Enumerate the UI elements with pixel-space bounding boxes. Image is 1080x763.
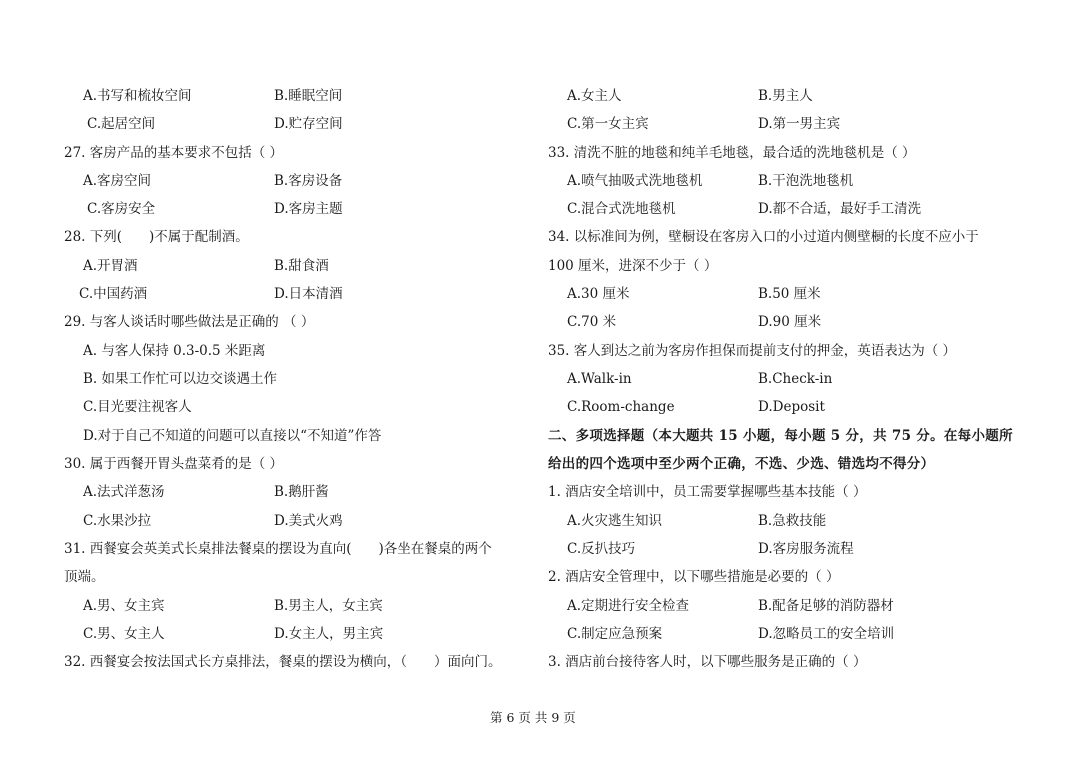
option-text: C.混合式洗地毯机: [567, 201, 676, 217]
option-text: A. 与客人保持 0.3-0.5 米距离: [83, 343, 266, 359]
multi-question-3: 3. 酒店前台接待客人时，以下哪些服务是正确的（ ）: [548, 654, 867, 670]
option-text: B. 如果工作忙可以边交谈遇土作: [83, 371, 278, 387]
option-text: D.90 厘米: [758, 314, 822, 330]
question-31-continued: 顶端。: [64, 569, 105, 585]
multi-question-2: 2. 酒店安全管理中，以下哪些措施是必要的（ ）: [548, 569, 840, 585]
option-text: A.书写和梳妆空间: [83, 88, 192, 104]
option-text: C.制定应急预案: [567, 626, 663, 642]
option-text: B.干泡洗地毯机: [758, 173, 854, 189]
option-text: A.定期进行安全检查: [567, 598, 690, 614]
option-text: A.男、女主宾: [83, 598, 165, 614]
option-text: D.女主人，男主宾: [274, 626, 384, 642]
option-text: A.女主人: [567, 88, 622, 104]
section-heading-continued: 给出的四个选项中至少两个正确，不选、少选、错选均不得分）: [548, 456, 935, 472]
question-29: 29. 与客人谈话时哪些做法是正确的 （ ）: [64, 314, 315, 330]
option-text: D.客房服务流程: [758, 541, 854, 557]
option-text: D.贮存空间: [274, 116, 343, 132]
option-text: A.法式洋葱汤: [83, 484, 165, 500]
option-text: A.客房空间: [83, 173, 152, 189]
multi-question-1: 1. 酒店安全培训中，员工需要掌握哪些基本技能（ ）: [548, 484, 867, 500]
question-27: 27. 客房产品的基本要求不包括（ ）: [64, 145, 284, 161]
option-text: B.急救技能: [758, 513, 827, 529]
option-text: B.配备足够的消防器材: [758, 598, 894, 614]
option-text: C.Room-change: [567, 399, 675, 415]
option-text: A.30 厘米: [567, 286, 630, 302]
option-text: A.开胃酒: [83, 258, 138, 274]
option-text: D.客房主题: [274, 201, 343, 217]
option-text: B.客房设备: [274, 173, 343, 189]
option-text: C.目光要注视客人: [83, 399, 192, 415]
option-text: D.Deposit: [758, 399, 825, 415]
question-31: 31. 西餐宴会英美式长桌排法餐桌的摆设为直向( )各坐在餐桌的两个: [64, 541, 492, 557]
question-34: 34. 以标准间为例，壁橱设在客房入口的小过道内侧壁橱的长度不应小于: [548, 229, 979, 245]
option-text: C.起居空间: [87, 116, 156, 132]
option-text: B.男主人，女主宾: [274, 598, 383, 614]
option-text: A.喷气抽吸式洗地毯机: [567, 173, 703, 189]
option-text: B.男主人: [758, 88, 813, 104]
option-text: D.美式火鸡: [274, 513, 343, 529]
question-35: 35. 客人到达之前为客房作担保而提前支付的押金，英语表达为（ ）: [548, 343, 957, 359]
option-text: C.中国药酒: [79, 286, 148, 302]
option-text: C.反扒技巧: [567, 541, 636, 557]
question-34-continued: 100 厘米，进深不少于（ ）: [548, 258, 718, 274]
option-text: D.都不合适，最好手工清洗: [758, 201, 922, 217]
option-text: B.甜食酒: [274, 258, 329, 274]
option-text: C.第一女主宾: [567, 116, 649, 132]
option-text: D.忽略员工的安全培训: [758, 626, 895, 642]
option-text: B.睡眠空间: [274, 88, 343, 104]
question-30: 30. 属于西餐开胃头盘菜肴的是（ ）: [64, 456, 284, 472]
option-text: C.客房安全: [87, 201, 156, 217]
option-text: B.Check-in: [758, 371, 833, 387]
page-number: 第 6 页 共 9 页: [490, 710, 576, 725]
option-text: B.鹅肝酱: [274, 484, 329, 500]
question-33: 33. 清洗不脏的地毯和纯羊毛地毯，最合适的洗地毯机是（ ）: [548, 145, 916, 161]
option-text: C.男、女主人: [83, 626, 165, 642]
option-text: D.日本清酒: [274, 286, 343, 302]
question-32: 32. 西餐宴会按法国式长方桌排法，餐桌的摆设为横向，（ ）面向门。: [64, 654, 502, 670]
section-heading: 二、多项选择题（本大题共 15 小题，每小题 5 分，共 75 分。在每小题所: [548, 428, 1013, 444]
option-text: A.Walk-in: [567, 371, 632, 387]
option-text: C.水果沙拉: [83, 513, 152, 529]
option-text: D.对于自己不知道的问题可以直接以“不知道”作答: [83, 428, 382, 444]
option-text: A.火灾逃生知识: [567, 513, 663, 529]
question-28: 28. 下列( )不属于配制酒。: [64, 229, 249, 245]
option-text: C.70 米: [567, 314, 617, 330]
option-text: D.第一男主宾: [758, 116, 841, 132]
option-text: B.50 厘米: [758, 286, 821, 302]
